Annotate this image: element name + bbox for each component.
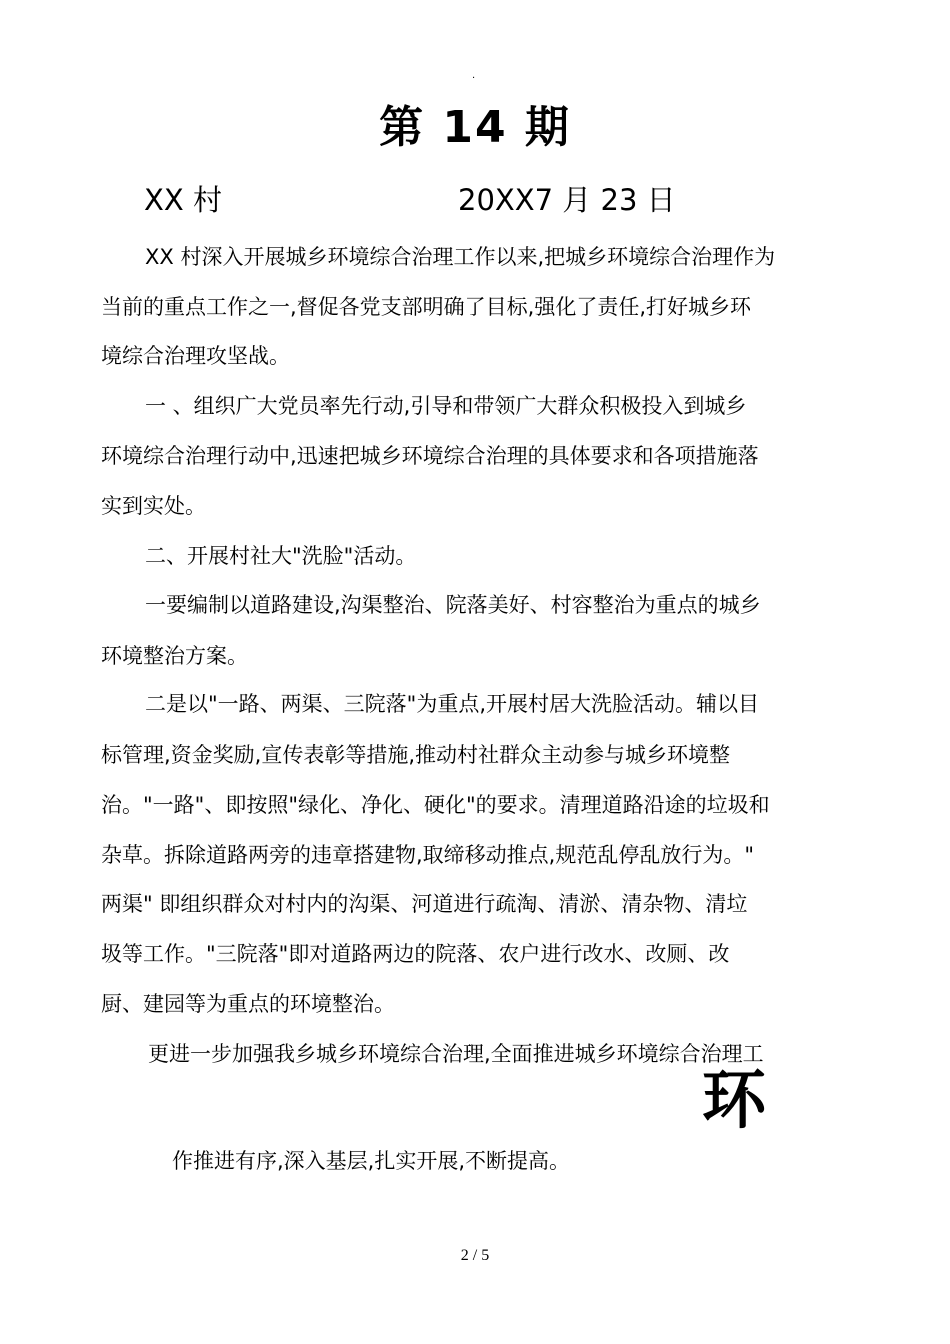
body-line: 标管理,资金奖励,宣传表彰等措施,推动村社群众主动参与城乡环境整	[101, 743, 731, 767]
body-line: 杂草。拆除道路两旁的违章搭建物,取缔移动推点,规范乱停乱放行为。"	[101, 843, 755, 867]
issue-date: 20XX7 月 23 日	[458, 183, 676, 217]
body-line: 二是以"一路、两渠、三院落"为重点,开展村居大洗脸活动。辅以目	[145, 692, 759, 716]
body-line: 一 、组织广大党员率先行动,引导和带领广大群众积极投入到城乡	[145, 394, 747, 418]
body-line: 作推进有序,深入基层,扎实开展,不断提高。	[172, 1149, 571, 1173]
body-line: 圾等工作。"三院落"即对道路两边的院落、农户进行改水、改厕、改	[101, 942, 730, 966]
body-line: 实到实处。	[101, 494, 206, 518]
body-line: 当前的重点工作之一,督促各党支部明确了目标,强化了责任,打好城乡环	[101, 295, 752, 319]
body-line: XX 村深入开展城乡环境综合治理工作以来,把城乡环境综合治理作为	[145, 245, 776, 269]
issue-title: 第 14 期	[379, 102, 571, 153]
body-line: 一要编制以道路建设,沟渠整治、院落美好、村容整治为重点的城乡	[145, 593, 761, 617]
large-character: 环	[702, 1064, 766, 1138]
body-line: 两渠" 即组织群众对村内的沟渠、河道进行疏淘、清淤、清杂物、清垃	[101, 892, 748, 916]
body-line: 环境整治方案。	[101, 644, 248, 668]
header-dot: .	[472, 70, 476, 81]
body-line: 治。"一路"、即按照"绿化、净化、硬化"的要求。清理道路沿途的垃圾和	[101, 793, 770, 817]
body-line: 境综合治理攻坚战。	[101, 344, 290, 368]
body-line: 厨、建园等为重点的环境整治。	[101, 992, 395, 1016]
section-heading: 二、开展村社大"洗脸"活动。	[145, 544, 417, 568]
body-line: 环境综合治理行动中,迅速把城乡环境综合治理的具体要求和各项措施落	[101, 444, 759, 468]
village-name: XX 村	[144, 183, 222, 217]
body-line: 更进一步加强我乡城乡环境综合治理,全面推进城乡环境综合治理工	[148, 1042, 764, 1066]
page-number: 2 / 5	[460, 1247, 490, 1264]
